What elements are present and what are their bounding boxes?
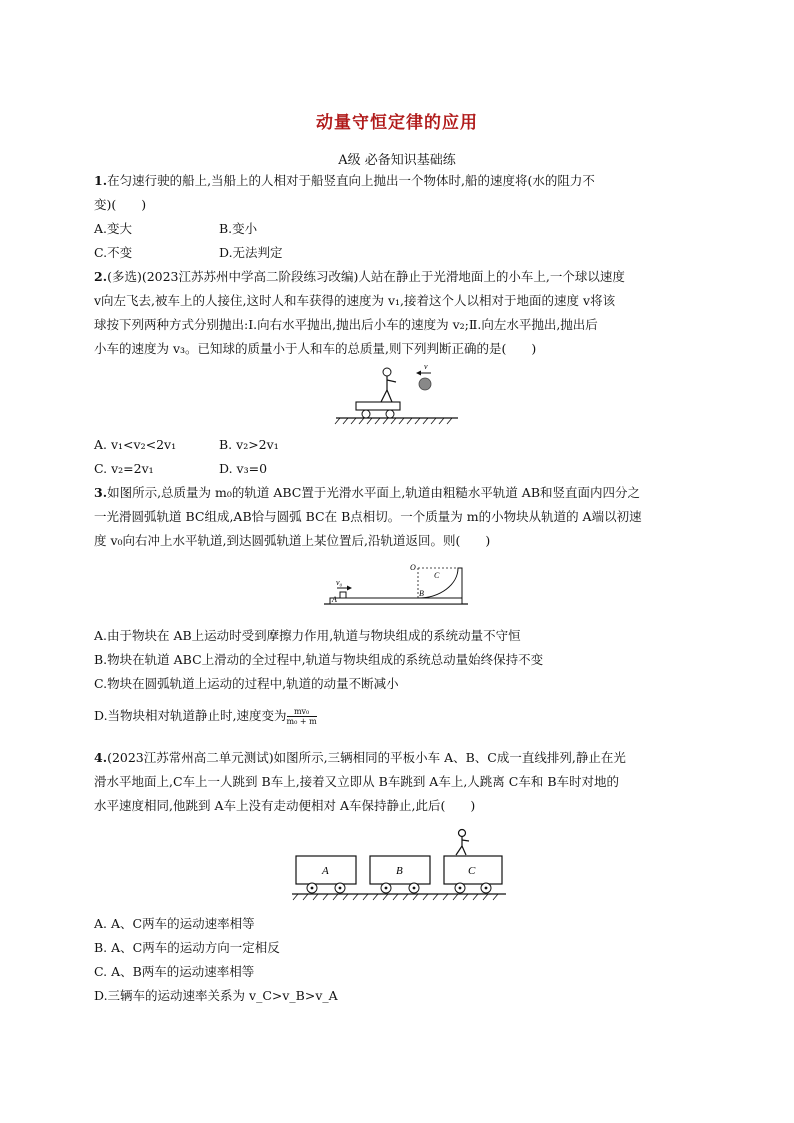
section-heading: A级 必备知识基础练 bbox=[338, 153, 456, 168]
q2-line3: 球按下列两种方式分别抛出:Ⅰ.向右水平抛出,抛出后小车的速度为 v₂;Ⅱ.向左水平抛出,抛出后 bbox=[94, 317, 598, 332]
q2-option-c: C. v₂=2v₁ bbox=[94, 461, 154, 476]
cart-c bbox=[444, 856, 502, 893]
q2-line4: 小车的速度为 v₃。已知球的质量小于人和车的总质量,则下列判断正确的是( ) bbox=[94, 341, 537, 356]
q1-option-b: B.变小 bbox=[219, 221, 258, 236]
q4-text1: (2023江苏常州高二单元测试)如图所示,三辆相同的平板小车 A、B、C成一直线排列,静止在光 bbox=[107, 750, 626, 765]
q3-option-c: C.物块在圆弧轨道上运动的过程中,轨道的动量不断减小 bbox=[94, 676, 399, 691]
q3-line2: 一光滑圆弧轨道 BC组成,AB恰与圆弧 BC在 B点相切。一个质量为 m的小物块从轨道的 A端以初速 bbox=[94, 509, 642, 524]
cart-c-label: C bbox=[468, 865, 476, 877]
q3-text1: 如图所示,总质量为 m₀的轨道 ABC置于光滑水平面上,轨道由粗糙水平轨道 AB和竖直面内四分之 bbox=[107, 485, 641, 500]
q3-option-d-fraction bbox=[287, 707, 317, 726]
q4-line1 bbox=[94, 750, 626, 766]
q1-number: 1. bbox=[94, 173, 108, 188]
q3-fig-v0: v₀ bbox=[336, 578, 343, 587]
q2-option-d: D. v₃=0 bbox=[219, 461, 268, 476]
q3-option-d bbox=[94, 707, 317, 726]
q2-text1: (多选)(2023江苏苏州中学高二阶段练习改编)人站在静止于光滑地面上的小车上,一个球以速度 bbox=[107, 269, 625, 284]
q1-option-c: C.不变 bbox=[94, 245, 133, 260]
q2-line1 bbox=[94, 269, 625, 285]
q4-line3: 水平速度相同,他跳到 A车上没有走动便相对 A车保持静止,此后( ) bbox=[94, 798, 476, 813]
q1-option-d: D.无法判定 bbox=[219, 245, 283, 260]
cart-b-label: B bbox=[396, 865, 403, 877]
q4-option-c: C. A、B两车的运动速率相等 bbox=[94, 964, 255, 979]
q2-line2: v向左飞去,被车上的人接住,这时人和车获得的速度为 v₁,接着这个人以相对于地面的速度 v将该 bbox=[94, 293, 616, 308]
q2-number: 2. bbox=[94, 269, 108, 284]
q4-option-b: B. A、C两车的运动方向一定相反 bbox=[94, 940, 280, 955]
q3-option-d-text: D.当物块相对轨道静止时,速度变为 bbox=[94, 708, 287, 723]
q1-line2: 变)( ) bbox=[94, 197, 147, 212]
q1-text1: 在匀速行驶的船上,当船上的人相对于船竖直向上抛出一个物体时,船的速度将(水的阻力不 bbox=[107, 173, 595, 188]
cart-a-label: A bbox=[322, 865, 329, 877]
q3-option-b: B.物块在轨道 ABC上滑动的全过程中,轨道与物块组成的系统总动量始终保持不变 bbox=[94, 652, 544, 667]
cart-a bbox=[296, 856, 356, 893]
q1-line1 bbox=[94, 173, 595, 189]
q3-fig-b: B bbox=[419, 589, 424, 598]
q3-fig-c: C bbox=[434, 571, 440, 580]
cart-b bbox=[370, 856, 430, 893]
q1-option-a: A.变大 bbox=[94, 221, 133, 236]
fraction-numerator: mv₀ bbox=[287, 707, 317, 717]
q3-fig-o: O bbox=[410, 563, 416, 572]
q4-figure bbox=[290, 826, 510, 902]
q2-option-a: A. v₁<v₂<2v₁ bbox=[94, 437, 177, 452]
q4-line2: 滑水平地面上,C车上一人跳到 B车上,接着又立即从 B车跳到 A车上,人跳离 C车和 B车时对地的 bbox=[94, 774, 620, 789]
person-icon bbox=[456, 830, 469, 856]
q3-line1 bbox=[94, 485, 640, 501]
q4-number: 4. bbox=[94, 750, 108, 765]
q3-fig-a: A bbox=[332, 595, 337, 604]
q4-option-a: A. A、C两车的运动速率相等 bbox=[94, 916, 255, 931]
q3-figure bbox=[322, 560, 472, 616]
q2-figure bbox=[334, 360, 462, 426]
q3-number: 3. bbox=[94, 485, 108, 500]
q4-option-d: D.三辆车的运动速率关系为 v_C>v_B>v_A bbox=[94, 988, 338, 1003]
q3-option-a: A.由于物块在 AB上运动时受到摩擦力作用,轨道与物块组成的系统动量不守恒 bbox=[94, 628, 521, 643]
fraction-denominator: m₀ + m bbox=[286, 717, 317, 726]
q2-option-b: B. v₂>2v₁ bbox=[219, 437, 279, 452]
q3-line3: 度 v₀向右冲上水平轨道,到达圆弧轨道上某位置后,沿轨道返回。则( ) bbox=[94, 533, 491, 548]
q2-fig-v-label: v bbox=[424, 362, 428, 371]
page-title: 动量守恒定律的应用 bbox=[316, 113, 478, 133]
